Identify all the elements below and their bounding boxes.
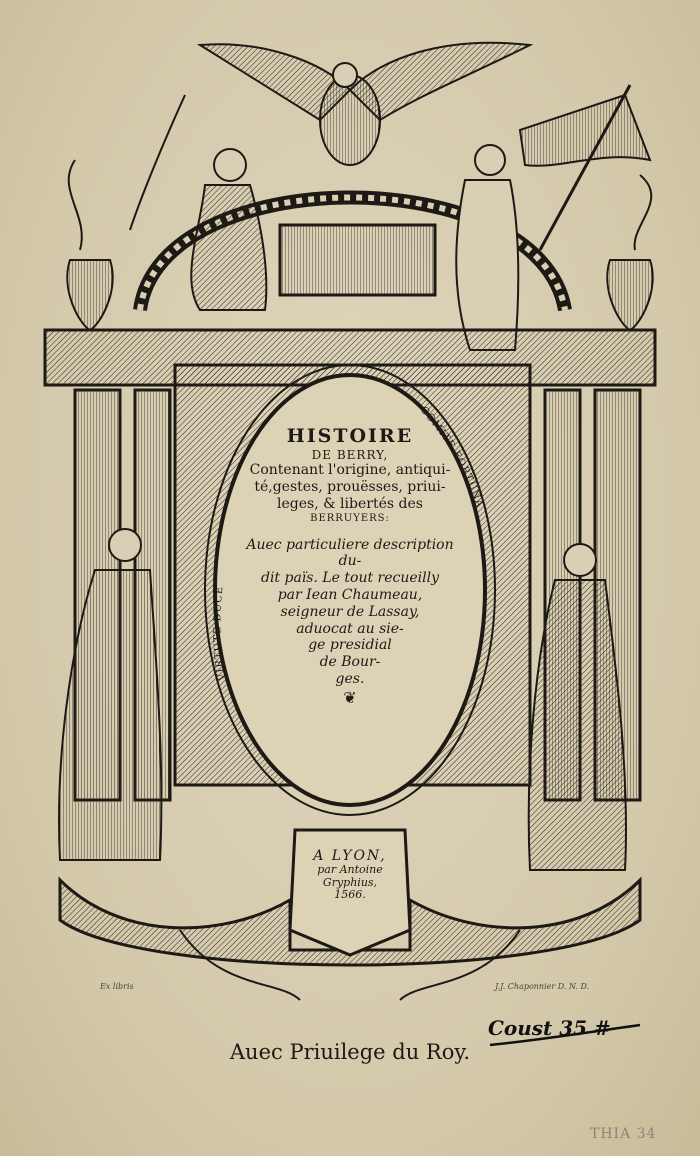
title-line4: té,gestes, prouësses, priui- <box>254 478 446 495</box>
eagle-icon <box>200 43 530 165</box>
subtitle-line7: de Bour- <box>319 654 381 671</box>
shelfmark: THIA 34 <box>590 1126 657 1142</box>
urn-left-icon <box>67 160 112 330</box>
subtitle-line6: ge presidial <box>308 637 392 654</box>
title-line2: DE BERRY, <box>311 447 389 462</box>
banner-right: COMITE FORTUNA <box>417 404 485 510</box>
subtitle-line3: par Iean Chaumeau, <box>277 586 423 603</box>
imprint-year: 1566. <box>334 888 366 902</box>
title-block <box>240 425 460 707</box>
handwritten-signature: Coust 35 # <box>488 1016 611 1040</box>
flag-icon <box>520 95 650 166</box>
title-line5: leges, & libertés des <box>277 495 423 512</box>
imprint-printer2: Gryphius, <box>322 875 378 889</box>
banner-left: VIRTUTE DUCE <box>212 585 228 682</box>
title-line6: BERRUYERS: <box>310 512 390 524</box>
seated-figure-right <box>456 145 518 350</box>
top-cartouche <box>280 225 435 295</box>
subtitle-line8: ges. <box>335 670 365 687</box>
subtitle-line4: seigneur de Lassay, <box>280 603 420 620</box>
branch-icon <box>130 95 185 230</box>
title-line3: Contenant l'origine, antiqui- <box>249 462 451 479</box>
title-line1: HISTOIRE <box>286 425 414 447</box>
seated-figure-left <box>191 149 266 310</box>
imprint <box>300 848 400 902</box>
subtitle-line5: aduocat au sie- <box>296 620 404 637</box>
privilege-line: Auec Priuilege du Roy. <box>229 1040 471 1064</box>
fleuron-icon: ❦ <box>343 687 357 707</box>
ex-libris: Ex libris <box>100 982 134 991</box>
engraver-credit: J.J. Chaponnier D. N. D. <box>495 982 590 991</box>
subtitle-line2: dit païs. Le tout recueilly <box>260 570 440 587</box>
imprint-printer1: par Antoine <box>317 863 383 877</box>
imprint-city: A LYON, <box>313 848 387 864</box>
urn-right-icon <box>607 175 652 330</box>
subtitle-line1: Auec particuliere description du- <box>246 536 454 570</box>
